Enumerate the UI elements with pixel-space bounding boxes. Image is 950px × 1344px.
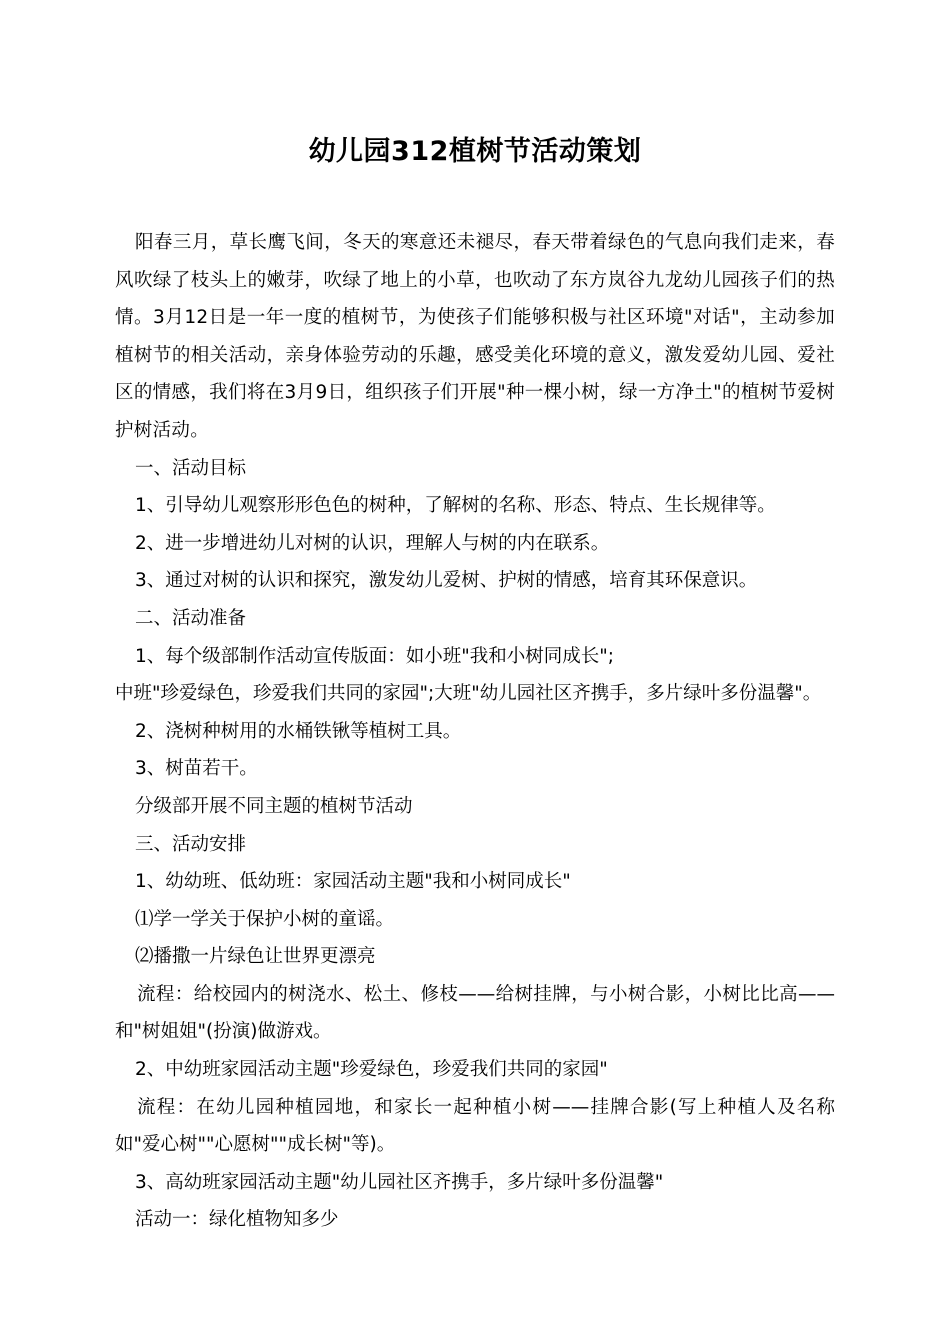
document-title: 幼儿园312植树节活动策划	[308, 136, 642, 167]
prep-item-3: 3、树苗若干。	[135, 758, 258, 780]
arrangement-item-1-sub-2: ⑵播撒一片绿色让世界更漂亮	[135, 946, 376, 968]
arrangement-item-1-flow: 流程：给校园内的树浇水、松土、修枝——给树挂牌，与小树合影，小树比比高——和"树姐姐"(扮演)做游戏。	[115, 983, 835, 1043]
document-body	[115, 224, 835, 1239]
goal-item-2: 2、进一步增进幼儿对树的认识，理解人与树的内在联系。	[135, 532, 610, 554]
goal-item-1: 1、引导幼儿观察形形色色的树种，了解树的名称、形态、特点、生长规律等。	[135, 495, 776, 517]
goal-item-3: 3、通过对树的认识和探究，激发幼儿爱树、护树的情感，培育其环保意识。	[135, 570, 758, 592]
prep-item-1-continued: 中班"珍爱绿色，珍爱我们共同的家园";大班"幼儿园社区齐携手，多片绿叶多份温馨"。	[115, 683, 822, 705]
prep-note: 分级部开展不同主题的植树节活动	[135, 795, 413, 817]
section-heading-preparation: 二、活动准备	[135, 607, 247, 629]
prep-item-1: 1、每个级部制作活动宣传版面：如小班"我和小树同成长";	[135, 645, 615, 667]
arrangement-item-1-sub-1: ⑴学一学关于保护小树的童谣。	[135, 908, 395, 930]
arrangement-item-2-flow: 流程：在幼儿园种植园地，和家长一起种植小树——挂牌合影(写上种植人及名称如"爱心树""心愿树""成长树"等)。	[115, 1096, 835, 1156]
section-heading-arrangement: 三、活动安排	[135, 833, 247, 855]
arrangement-item-2: 2、中幼班家园活动主题"珍爱绿色，珍爱我们共同的家园"	[135, 1059, 608, 1081]
arrangement-item-1: 1、幼幼班、低幼班：家园活动主题"我和小树同成长"	[135, 871, 571, 893]
arrangement-item-3-activity-1: 活动一：绿化植物知多少	[135, 1209, 339, 1231]
intro-paragraph: 阳春三月，草长鹰飞间，冬天的寒意还未褪尽，春天带着绿色的气息向我们走来，春风吹绿了枝头上的嫩芽，吹绿了地上的小草，也吹动了东方岚谷九龙幼儿园孩子们的热情。3月12日是一年一度的植树节，为使孩子们能够积极与社区环境"对话"，主动参加植树节的相关活动，亲身体验劳动的乐趣，感受美化环境的意义，激发爱幼儿园、爱社区的情感，我们将在3月9日，组织孩子们开展"种一棵小树，绿一方净土"的植树节爱树护树活动。	[115, 232, 835, 441]
arrangement-item-3: 3、高幼班家园活动主题"幼儿园社区齐携手，多片绿叶多份温馨"	[135, 1171, 664, 1193]
prep-item-2: 2、浇树种树用的水桶铁锹等植树工具。	[135, 720, 462, 742]
section-heading-goals: 一、活动目标	[135, 457, 247, 479]
